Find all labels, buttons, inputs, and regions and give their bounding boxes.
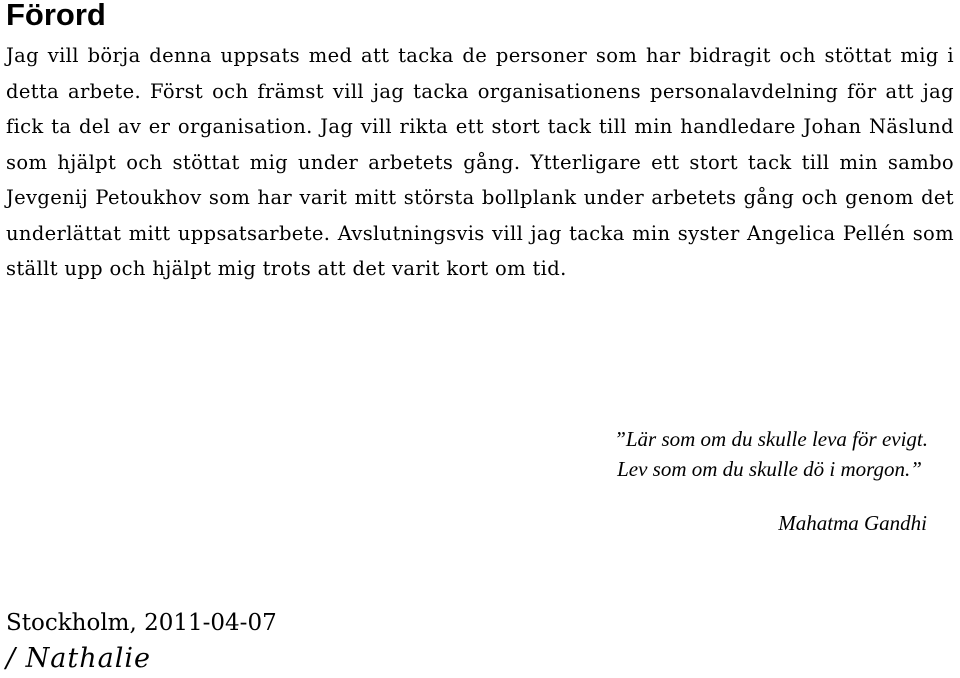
signature: / Nathalie: [6, 643, 151, 674]
acknowledgement-paragraph: Jag vill börja denna uppsats med att tacka de personer som har bidragit och stöttat mig i detta arbete. Först och främst vill jag tacka organisationens personalavdelning för att jag fick ta del av er organisation. Jag vill rikta ett stort tack till min handledare Johan Näslund som hjälpt och stöttat mig under arbetets gång. Ytterligare ett stort tack till min sambo Jevgenij Petoukhov som har varit mitt största bollplank under arbetets gång och genom det underlättat mitt uppsatsarbete. Avslutningsvis vill jag tacka min syster Angelica Pellén som ställt upp och hjälpt mig trots att det varit kort om tid.: [6, 44, 954, 280]
page-title: Förord: [6, 0, 106, 32]
place-date: Stockholm, 2011-04-07: [6, 610, 277, 636]
quote-block: [508, 424, 928, 484]
quote-author: Mahatma Gandhi: [778, 511, 927, 535]
quote-line-2: Lev som om du skulle dö i morgon.”: [617, 457, 922, 481]
quote-line-1: ”Lär som om du skulle leva för evigt.: [614, 427, 928, 451]
